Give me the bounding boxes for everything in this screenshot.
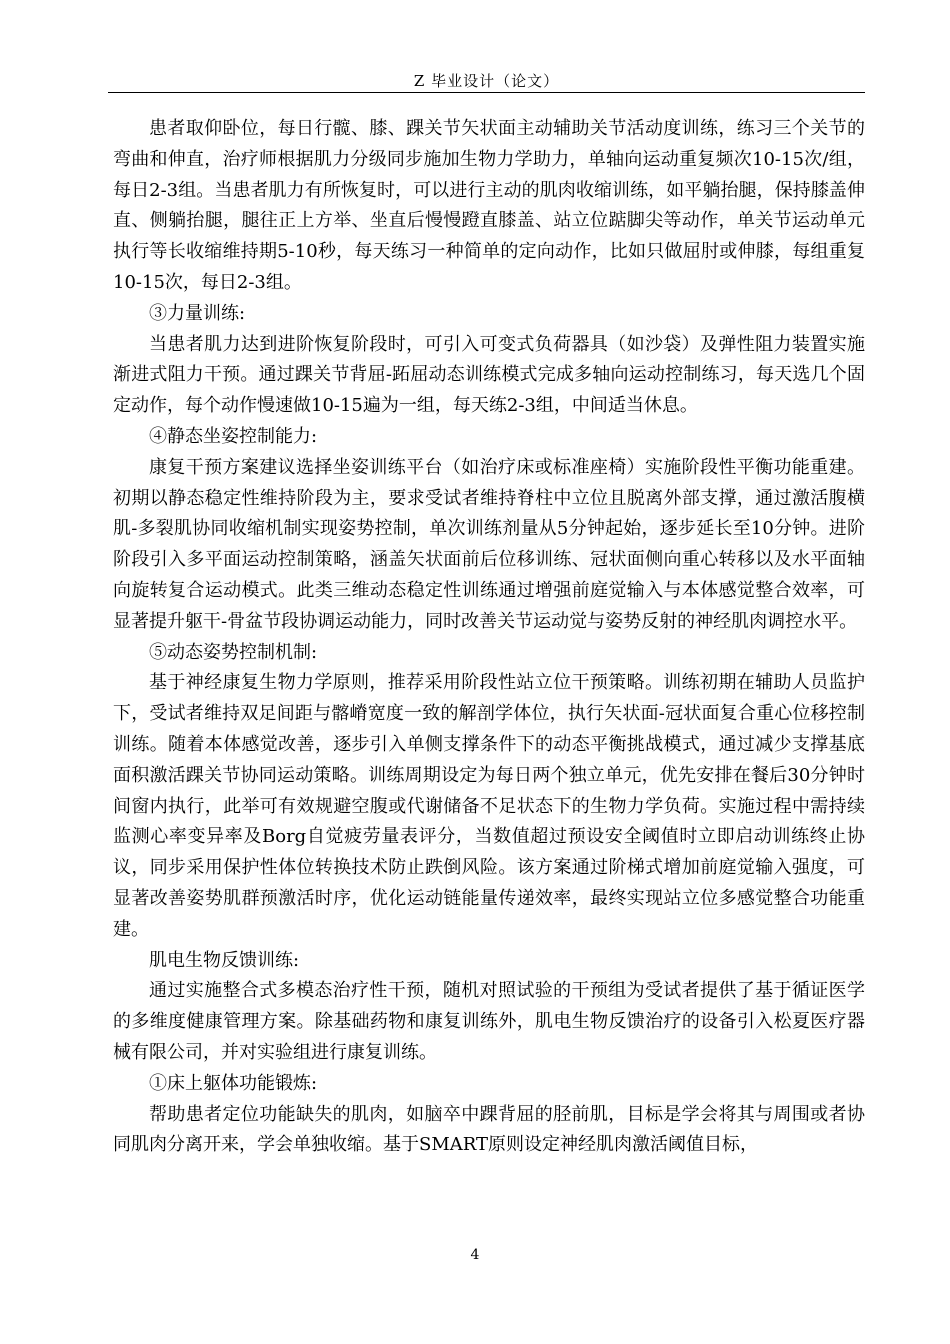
paragraph-bed-exercise: 帮助患者定位功能缺失的肌肉，如脑卒中踝背屈的胫前肌，目标是学会将其与周围或者协同肌肉分离开来，学会单独收缩。基于SMART原则设定神经肌肉激活阈值目标， (113, 1103, 865, 1156)
subheading-static-sitting: ④静态坐姿控制能力: (149, 425, 318, 447)
subheading-dynamic-posture: ⑤动态姿势控制机制: (149, 641, 318, 663)
page-number: 4 (470, 1247, 480, 1263)
header-divider (108, 92, 865, 93)
page-body (113, 114, 865, 1161)
paragraph-emg-biofeedback: 通过实施整合式多模态治疗性干预，随机对照试验的干预组为受试者提供了基于循证医学的多维度健康管理方案。除基础药物和康复训练外，肌电生物反馈治疗的设备引入松夏医疗器械有限公司，并对实验组进行康复训练。 (113, 980, 865, 1063)
subheading-emg-biofeedback: 肌电生物反馈训练: (149, 949, 300, 971)
page-header: Z 毕业设计（论文） (413, 72, 560, 90)
paragraph-passive-training: 患者取仰卧位，每日行髋、膝、踝关节矢状面主动辅助关节活动度训练，练习三个关节的弯曲和伸直，治疗师根据肌力分级同步施加生物力学助力，单轴向运动重复频次10-15次/组，每日2-3组。当患者肌力有所恢复时，可以进行主动的肌肉收缩训练，如平躺抬腿，保持膝盖伸直、侧躺抬腿，腿往正上方举、坐直后慢慢蹬直膝盖、站立位踮脚尖等动作，单关节运动单元执行等长收缩维持期5-10秒，每天练习一种简单的定向动作，比如只做屈肘或伸膝，每组重复10-15次，每日2-3组。 (113, 118, 865, 293)
paragraph-static-sitting: 康复干预方案建议选择坐姿训练平台（如治疗床或标准座椅）实施阶段性平衡功能重建。初期以静态稳定性维持阶段为主，要求受试者维持脊柱中立位且脱离外部支撑，通过激活腹横肌-多裂肌协同收缩机制实现姿势控制，单次训练剂量从5分钟起始，逐步延长至10分钟。进阶阶段引入多平面运动控制策略，涵盖矢状面前后位移训练、冠状面侧向重心转移以及水平面轴向旋转复合运动模式。此类三维动态稳定性训练通过增强前庭觉输入与本体感觉整合效率，可显著提升躯干-骨盆节段协调运动能力，同时改善关节运动觉与姿势反射的神经肌肉调控水平。 (113, 456, 865, 632)
subheading-strength-training: ③力量训练: (149, 302, 246, 324)
subheading-bed-exercise: ①床上躯体功能锻炼: (149, 1072, 318, 1094)
paragraph-dynamic-posture: 基于神经康复生物力学原则，推荐采用阶段性站立位干预策略。训练初期在辅助人员监护下，受试者维持双足间距与髂嵴宽度一致的解剖学体位，执行矢状面-冠状面复合重心位移控制训练。随着本体感觉改善，逐步引入单侧支撑条件下的动态平衡挑战模式，通过减少支撑基底面积激活踝关节协同运动策略。训练周期设定为每日两个独立单元，优先安排在餐后30分钟时间窗内执行，此举可有效规避空腹或代谢储备不足状态下的生物力学负荷。实施过程中需持续监测心率变异率及Borg自觉疲劳量表评分，当数值超过预设安全阈值时立即启动训练终止协议，同步采用保护性体位转换技术防止跌倒风险。该方案通过阶梯式增加前庭觉输入强度，可显著改善姿势肌群预激活时序，优化运动链能量传递效率，最终实现站立位多感觉整合功能重建。 (113, 672, 865, 940)
paragraph-strength-training: 当患者肌力达到进阶恢复阶段时，可引入可变式负荷器具（如沙袋）及弹性阻力装置实施渐进式阻力干预。通过踝关节背屈-跖屈动态训练模式完成多轴向运动控制练习，每天选几个固定动作，每个动作慢速做10-15遍为一组，每天练2-3组，中间适当休息。 (113, 333, 865, 417)
